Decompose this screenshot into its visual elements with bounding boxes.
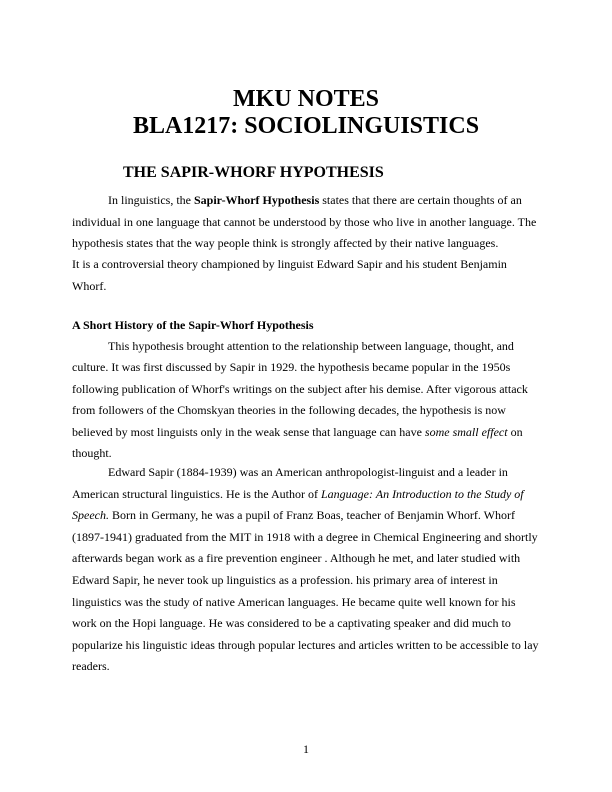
text-line [72,359,510,375]
text-run: individual in one language that cannot be understood by those who live in another language. The [72,215,537,229]
text-run: work on the Hopi language. He was considered to be a captivating speaker and did much to [72,616,511,630]
text-run: American structural linguistics. He is the Author of [72,487,321,501]
text-run: linguistics was the study of native American languages. He became quite well known for his [72,595,516,609]
document-title: MKU NOTES [232,86,379,112]
text-run: It is a controversial theory championed by linguist Edward Sapir and his student Benjamin [72,257,507,271]
text-line [72,402,506,418]
text-line [72,637,539,653]
text-run: Edward Sapir, he never took up linguistics as a profession. his primary area of interest in [72,573,498,587]
text-run: In linguistics, the [108,193,194,207]
text-line [72,550,520,566]
text-line [72,256,507,272]
italic-text: some small effect [424,425,508,439]
italic-text: Speech. [72,508,109,522]
text-run: Edward Sapir (1884-1939) was an American anthropologist-linguist and a leader in [108,465,508,479]
text-run: following publication of Whorf's writings on the subject after his demise. After vigorous attack [72,382,528,396]
text-run: believed by most linguists only in the weak sense that language can have [72,425,425,439]
text-line [72,445,112,461]
text-run: Born in Germany, he was a pupil of Franz Boas, teacher of Benjamin Whorf. Whorf [108,508,515,522]
text-line [72,381,528,397]
bold-text: A Short History of the Sapir-Whorf Hypothesis [72,318,314,332]
italic-text: Language: An Introduction to the Study of [320,487,524,501]
text-line [72,424,523,440]
text-line [108,464,508,480]
text-run: hypothesis states that the way people think is strongly affected by their native languages. [72,236,499,250]
text-line [72,572,498,588]
subheading [72,317,314,333]
text-run: culture. It was first discussed by Sapir in 1929. the hypothesis became popular in the 1950s [72,360,511,374]
text-run: (1897-1941) graduated from the MIT in 1918 with a degree in Chemical Engineering and shortly [72,530,538,544]
text-line [108,192,522,208]
text-run: popularize his linguistic ideas through popular lectures and articles written to be accessible to lay [72,638,539,652]
text-line [72,594,516,610]
bold-text: Sapir-Whorf Hypothesis [194,193,320,207]
text-run: This hypothesis brought attention to the relationship between language, thought, and [108,339,514,353]
text-run: states that there are certain thoughts of an [319,193,522,207]
text-line [72,529,538,545]
text-run: from followers of the Chomskyan theories in the following decades, the hypothesis is now [72,403,506,417]
text-line [72,278,106,294]
course-title: BLA1217: SOCIOLINGUISTICS [132,113,480,139]
text-run: thought. [72,446,112,460]
page-number: 1 [303,742,309,756]
text-line [72,658,110,674]
text-line [72,214,536,230]
text-run: Whorf. [72,279,107,293]
text-line [108,338,514,354]
text-run: afterwards began work as a fire prevention engineer . Although he met, and later studied with [72,551,521,565]
text-line [72,507,515,523]
text-line [72,615,511,631]
text-run: readers. [72,659,110,673]
section-heading: THE SAPIR-WHORF HYPOTHESIS [123,164,384,181]
text-line [72,235,498,251]
text-run: on [507,425,523,439]
text-line [72,486,524,502]
